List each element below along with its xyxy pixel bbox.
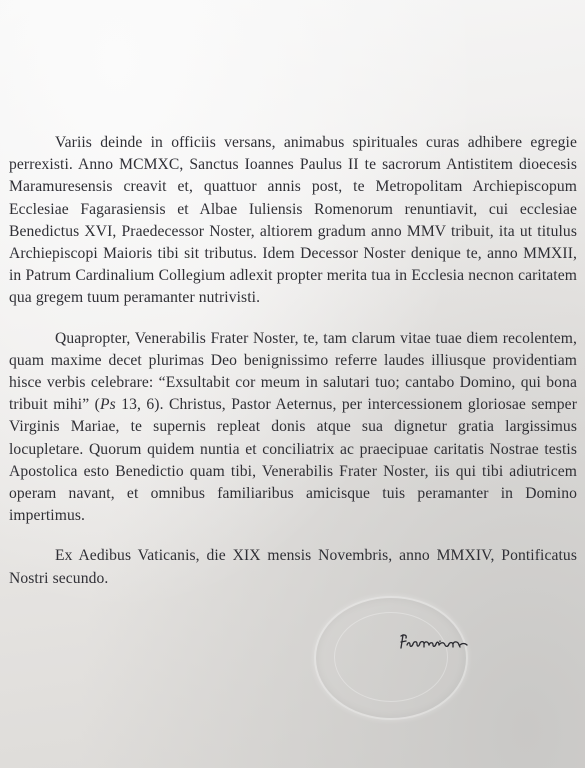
paragraph-blessing-text-2: 13, 6). Christus, Pastor Aeternus, per intercessionem gloriosae semper Virginis Mariae, te supernis repleat donis atque sua dignetur gratia largissimus locupletare. Quorum quidem nuntia et conciliatrix ac praecipuae caritatis Nostrae testis Apostolica esto Benedictio quam tibi, Venerabilis Frater Noster, iis qui tibi adiutricem operam navant, et omnibus familiaribus amicisque tuis peramanter in Domino impertimus. [9,396,577,525]
letter-body [9,132,577,608]
paragraph-career-text: Variis deinde in officiis versans, animabus spirituales curas adhibere egregie perrexisti. Anno MCMXC, Sanctus Ioannes Paulus II te sacrorum Antistitem dioecesis Maramuresensis creavit et, quattuor annis post, te Metropolitam Archiepiscopum Ecclesiae Fagarasiensis et Albae Iuliensis Romenorum renuntiavit, cui ecclesiae Benedictus XVI, Praedecessor Noster, altiorem gradum anno MMV tribuit, ita ut titulus Archiepiscopi Maioris tibi sit tributus. Idem Decessor Noster denique te, anno MMXII, in Patrum Cardinalium Collegium adlexit propter merita tua in Ecclesia necnon caritatem qua gregem tuum peramanter nutrivisti. [9,134,577,307]
paragraph-blessing [9,328,577,528]
handwritten-signature-icon [398,632,470,654]
paragraph-career [9,132,577,310]
embossed-seal-icon [314,596,468,720]
seal-inner-ring [334,612,448,702]
closing-dateline [9,545,577,589]
psalm-citation: Ps [99,396,116,414]
paragraph-blessing-text-1: Quapropter, Venerabilis Frater Noster, te, tam clarum vitae tuae diem recolentem, quam maxime decet plurimas Deo benignissimo referre laudes illiusque providentiam hisce verbis celebrare: “Exsultabit cor meum in salutari tuo; cantabo Domino, qui bona tribuit mihi” ( [9,329,577,414]
closing-dateline-text: Ex Aedibus Vaticanis, die XIX mensis Novembris, anno MMXIV, Pontificatus Nostri secundo. [9,547,577,587]
